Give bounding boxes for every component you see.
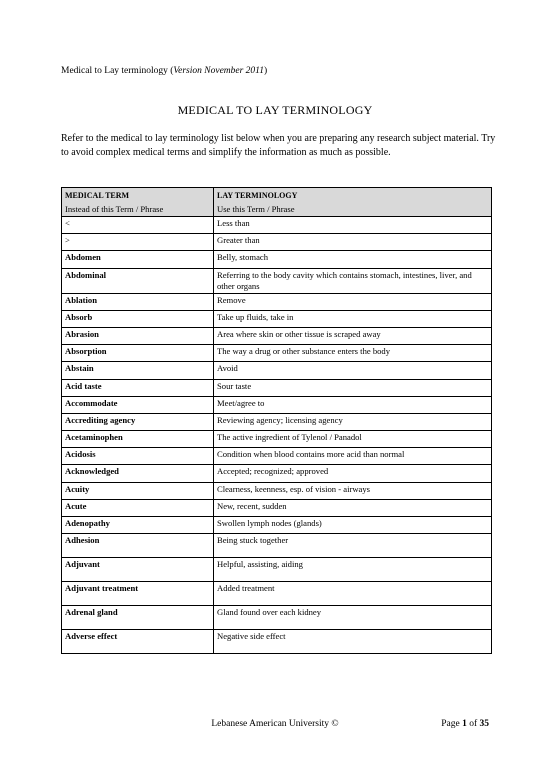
medical-term-cell: Abrasion xyxy=(62,327,214,344)
page-current: 1 xyxy=(462,719,467,729)
table-row xyxy=(62,345,492,362)
lay-term-cell: Being stuck together xyxy=(214,534,492,558)
table-row xyxy=(62,431,492,448)
table-row xyxy=(62,606,492,630)
table-row xyxy=(62,499,492,516)
medical-term-cell: Adrenal gland xyxy=(62,606,214,630)
lay-term-cell: Helpful, assisting, aiding xyxy=(214,558,492,582)
medical-term-cell: Abdomen xyxy=(62,251,214,268)
medical-term-cell: Ablation xyxy=(62,293,214,310)
lay-term-cell: Avoid xyxy=(214,362,492,379)
medical-term-cell: Absorb xyxy=(62,310,214,327)
medical-term-cell: Acknowledged xyxy=(62,465,214,482)
table-row xyxy=(62,517,492,534)
page-header xyxy=(61,66,267,76)
medical-term-cell: Adjuvant treatment xyxy=(62,582,214,606)
table-row xyxy=(62,630,492,654)
lay-term-cell: Swollen lymph nodes (glands) xyxy=(214,517,492,534)
table-row xyxy=(62,217,492,234)
table-row xyxy=(62,534,492,558)
medical-term-cell: Acid taste xyxy=(62,379,214,396)
medical-term-cell: Adenopathy xyxy=(62,517,214,534)
lay-term-cell: Condition when blood contains more acid than normal xyxy=(214,448,492,465)
lay-term-cell: Referring to the body cavity which contains stomach, intestines, liver, and other organs xyxy=(214,268,492,293)
medical-term-cell: < xyxy=(62,217,214,234)
medical-term-cell: Abstain xyxy=(62,362,214,379)
table-row xyxy=(62,379,492,396)
table-header-row xyxy=(62,188,492,217)
table-body xyxy=(62,217,492,654)
table-row xyxy=(62,327,492,344)
column-header-medical xyxy=(62,188,214,217)
lay-term-cell: Belly, stomach xyxy=(214,251,492,268)
medical-term-cell: Adverse effect xyxy=(62,630,214,654)
terminology-table xyxy=(61,187,492,654)
table-row xyxy=(62,558,492,582)
medical-term-cell: Acute xyxy=(62,499,214,516)
page-number xyxy=(441,719,489,729)
header-suffix: ) xyxy=(263,66,268,76)
table-row xyxy=(62,448,492,465)
page-total: 35 xyxy=(479,719,489,729)
table-row xyxy=(62,310,492,327)
medical-term-cell: Acetaminophen xyxy=(62,431,214,448)
medical-term-cell: Accommodate xyxy=(62,396,214,413)
lay-term-cell: Take up fluids, take in xyxy=(214,310,492,327)
medical-term-cell: Adjuvant xyxy=(62,558,214,582)
table-row xyxy=(62,465,492,482)
medical-term-cell: Accrediting agency xyxy=(62,413,214,430)
medical-term-cell: Abdominal xyxy=(62,268,214,293)
column-heading: LAY TERMINOLOGY xyxy=(217,191,298,200)
table-row xyxy=(62,268,492,293)
document-title: MEDICAL TO LAY TERMINOLOGY xyxy=(177,103,373,117)
column-header-lay xyxy=(214,188,492,217)
table-row xyxy=(62,251,492,268)
page-of: of xyxy=(469,719,478,729)
lay-term-cell: Added treatment xyxy=(214,582,492,606)
table-row xyxy=(62,293,492,310)
medical-term-cell: Adhesion xyxy=(62,534,214,558)
table-row xyxy=(62,482,492,499)
column-subheading: Use this Term / Phrase xyxy=(217,204,295,214)
table-row xyxy=(62,362,492,379)
medical-term-cell: Acidosis xyxy=(62,448,214,465)
lay-term-cell: Remove xyxy=(214,293,492,310)
header-prefix: Medical to Lay terminology ( xyxy=(61,66,174,76)
lay-term-cell: Area where skin or other tissue is scraped away xyxy=(214,327,492,344)
table-row xyxy=(62,234,492,251)
page-footer xyxy=(0,719,550,733)
lay-term-cell: Meet/agree to xyxy=(214,396,492,413)
table-row xyxy=(62,413,492,430)
lay-term-cell: New, recent, sudden xyxy=(214,499,492,516)
lay-term-cell: Clearness, keenness, esp. of vision - airways xyxy=(214,482,492,499)
header-version: Version November 2011 xyxy=(173,66,264,76)
medical-term-cell: > xyxy=(62,234,214,251)
lay-term-cell: Less than xyxy=(214,217,492,234)
page-word: Page xyxy=(441,719,460,729)
medical-term-cell: Absorption xyxy=(62,345,214,362)
lay-term-cell: Gland found over each kidney xyxy=(214,606,492,630)
lay-term-cell: Negative side effect xyxy=(214,630,492,654)
lay-term-cell: Accepted; recognized; approved xyxy=(214,465,492,482)
lay-term-cell: Reviewing agency; licensing agency xyxy=(214,413,492,430)
lay-term-cell: The active ingredient of Tylenol / Panadol xyxy=(214,431,492,448)
medical-term-cell: Acuity xyxy=(62,482,214,499)
column-heading: MEDICAL TERM xyxy=(65,191,130,200)
table-row xyxy=(62,396,492,413)
footer-institution: Lebanese American University © xyxy=(211,719,339,729)
lay-term-cell: Sour taste xyxy=(214,379,492,396)
intro-paragraph: Refer to the medical to lay terminology list below when you are preparing any research subject material. Try to avoid complex medical terms and simplify the information as much as possible. xyxy=(61,133,496,158)
column-subheading: Instead of this Term / Phrase xyxy=(65,204,164,214)
table-row xyxy=(62,582,492,606)
lay-term-cell: The way a drug or other substance enters the body xyxy=(214,345,492,362)
lay-term-cell: Greater than xyxy=(214,234,492,251)
